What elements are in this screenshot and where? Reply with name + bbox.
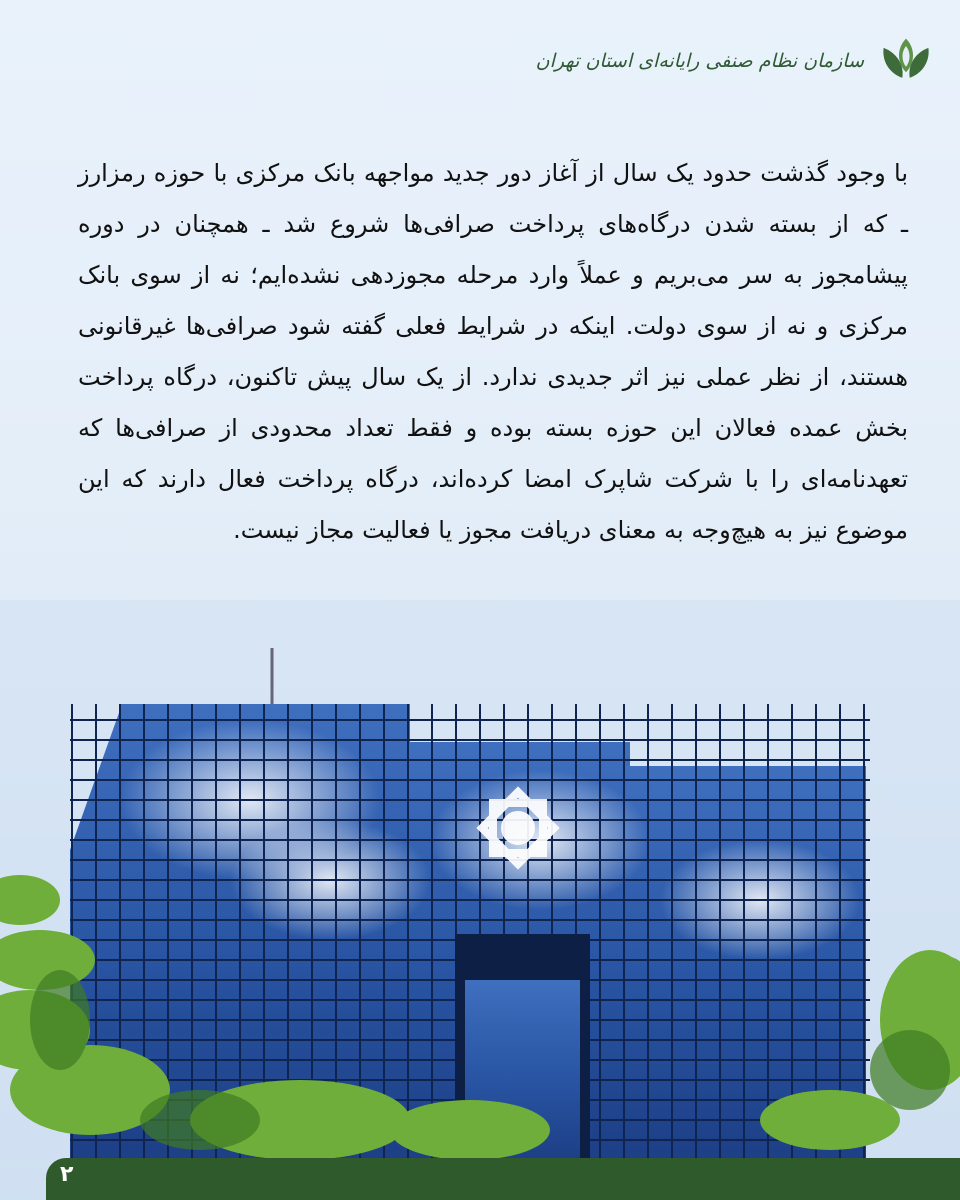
page-number: ۲ bbox=[60, 1162, 74, 1187]
leaf-logo-icon bbox=[878, 33, 934, 89]
footer-bar bbox=[46, 1158, 960, 1200]
article-paragraph: با وجود گذشت حدود یک سال از آغاز دور جدید مواجهه بانک مرکزی با حوزه رمزارز ـ که از بسته شدن درگاه‌های پرداخت صرافی‌ها شروع شد ـ همچنان در دوره پیشامجوز به سر می‌بریم و عملاً وارد مرحله مجوزدهی نشده‌ایم؛ نه از سوی بانک مرکزی و نه از سوی دولت. اینکه در شرایط فعلی گفته شود صرافی‌ها غیرقانونی هستند، از نظر عملی نیز اثر جدیدی ندارد. از یک سال پیش تاکنون، درگاه پرداخت بخش عمده فعالان این حوزه بسته بوده و فقط تعداد محدودی از صرافی‌ها که تعهدنامه‌ای را با شرکت شاپرک امضا کرده‌اند، درگاه پرداخت فعال دارند که این موضوع نیز به هیچ‌وجه به معنای دریافت مجوز یا فعالیت مجاز نیست. bbox=[78, 159, 908, 544]
header bbox=[536, 26, 934, 96]
central-bank-building-image bbox=[0, 600, 960, 1160]
organization-name: سازمان نظام صنفی رایانه‌ای استان تهران bbox=[535, 50, 864, 72]
